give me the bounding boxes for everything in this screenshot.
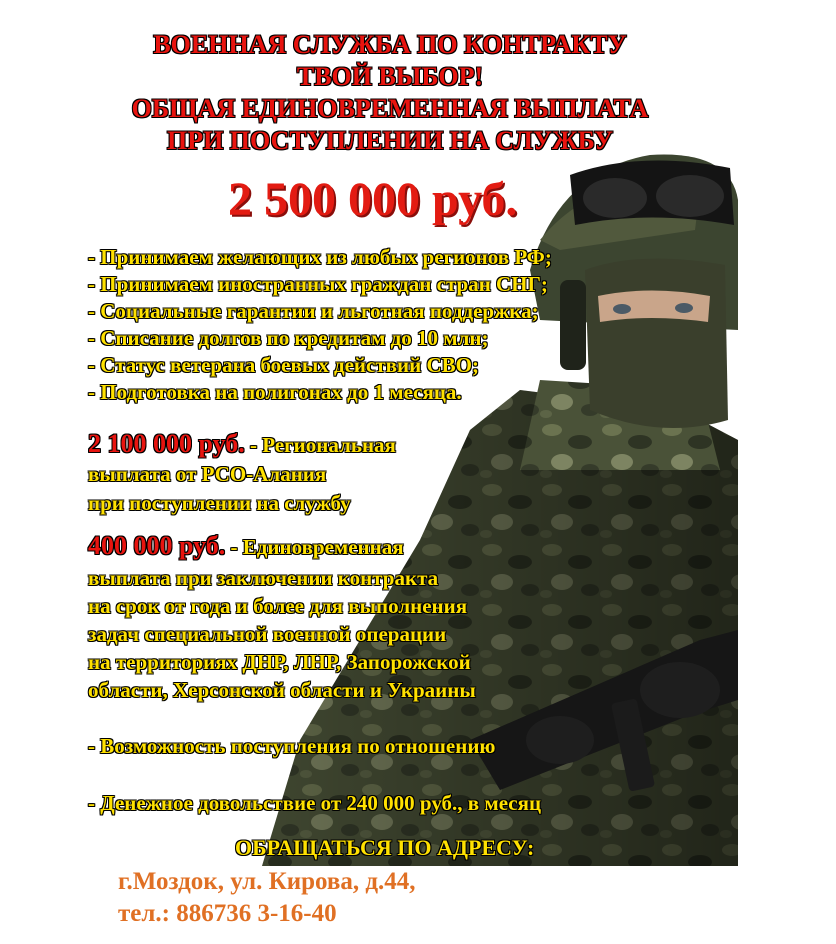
- onetime-text-1: - Единовременная: [225, 535, 404, 559]
- regional-text-1: - Региональная: [244, 433, 396, 457]
- benefit-item: - Списание долгов по кредитам до 10 млн;: [88, 326, 489, 350]
- onetime-text-2: выплата при заключении контракта: [88, 566, 439, 590]
- benefit-item: - Принимаем желающих из любых регионов РФ;: [88, 245, 552, 269]
- header-line-2: ТВОЙ ВЫБОР!: [296, 62, 484, 91]
- regional-payment-line: [88, 430, 396, 459]
- regional-text-3: при поступлении на службу: [88, 491, 351, 515]
- total-payment-amount: 2 500 000 руб.: [228, 173, 518, 226]
- benefit-item: - Социальные гарантии и льготная поддержка;: [88, 299, 539, 323]
- contact-heading: ОБРАЩАТЬСЯ ПО АДРЕСУ:: [235, 835, 535, 860]
- contact-phone: тел.: 886736 3-16-40: [118, 900, 337, 927]
- regional-amount: 2 100 000 руб.: [88, 429, 245, 458]
- regional-text-2: выплата от РСО-Алания: [88, 462, 327, 486]
- onetime-text-3: на срок от года и более для выполнения: [88, 594, 468, 618]
- header-line-4: ПРИ ПОСТУПЛЕНИИ НА СЛУЖБУ: [166, 126, 614, 155]
- header-line-1: ВОЕННАЯ СЛУЖБА ПО КОНТРАКТУ: [153, 30, 627, 59]
- extra-line-2: - Денежное довольствие от 240 000 руб., в месяц: [88, 791, 542, 815]
- header-line-3: ОБЩАЯ ЕДИНОВРЕМЕННАЯ ВЫПЛАТА: [131, 94, 649, 123]
- benefit-item: - Статус ветерана боевых действий СВО;: [88, 353, 479, 377]
- onetime-amount: 400 000 руб.: [88, 531, 226, 560]
- onetime-text-6: области, Херсонской области и Украины: [88, 678, 476, 702]
- onetime-text-5: на территориях ДНР, ЛНР, Запорожской: [88, 650, 471, 674]
- extra-line-1: - Возможность поступления по отношению: [88, 734, 496, 758]
- onetime-payment-line: [88, 532, 404, 561]
- onetime-text-4: задач специальной военной операции: [88, 622, 447, 646]
- benefit-item: - Принимаем иностранных граждан стран СНГ;: [88, 272, 548, 296]
- contact-address: г.Моздок, ул. Кирова, д.44,: [118, 868, 416, 895]
- benefit-item: - Подготовка на полигонах до 1 месяца.: [88, 380, 462, 404]
